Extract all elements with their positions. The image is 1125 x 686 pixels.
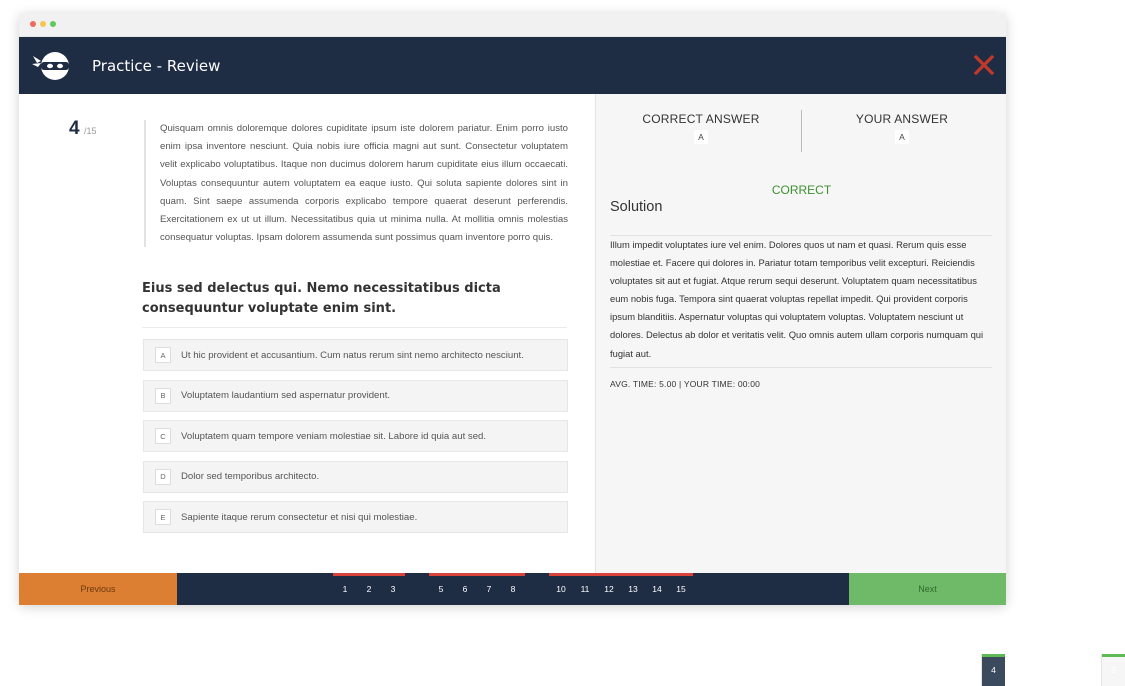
question-divider — [142, 327, 567, 328]
page-button-5[interactable]: 5 — [429, 573, 453, 605]
time-stats: AVG. TIME: 5.00 | YOUR TIME: 00:00 — [610, 379, 761, 389]
page-button-9[interactable]: 9 — [1101, 654, 1125, 686]
correct-answer-value: A — [694, 130, 708, 144]
your-answer-label: YOUR ANSWER — [855, 112, 949, 126]
page-button-2[interactable]: 2 — [357, 573, 381, 605]
choice-letter: E — [155, 509, 171, 525]
page-button-3[interactable]: 3 — [381, 573, 405, 605]
choice-e[interactable] — [143, 501, 568, 533]
question-stem: Eius sed delectus qui. Nemo necessitatibus dicta consequuntur voluptate enim sint. — [142, 281, 501, 316]
solution-heading: Solution — [610, 199, 663, 215]
review-panel — [595, 94, 1006, 573]
choice-b[interactable] — [143, 380, 568, 412]
page-button-14[interactable]: 14 — [645, 573, 669, 605]
choice-a[interactable] — [143, 339, 568, 371]
page-button-10[interactable]: 10 — [549, 573, 573, 605]
page-button-15[interactable]: 15 — [669, 573, 693, 605]
app-header — [19, 37, 1006, 94]
question-number — [69, 118, 97, 140]
answer-comparison — [596, 112, 1007, 152]
ninja-logo-icon — [31, 44, 75, 88]
page-button-8[interactable]: 8 — [501, 573, 525, 605]
page-button-11[interactable]: 11 — [573, 573, 597, 605]
passage-text: Quisquam omnis doloremque dolores cupiditate ipsum iste dolorem pariatur. Enim porro iusto enim ipsa inventore nesciunt. Quia nobis iure officia magni aut sunt. Consectetur voluptatem velit explicabo voluptatibus. Itaque non ducimus dolorem harum cupiditate eius illum occaecati. Voluptas consequuntur autem voluptatem ea eaque iusto. Qui soluta sapiente dolores sint in quam. Sint saepe assumenda corporis explicabo tempore quaerat deserunt perferendis. Exercitationem ex ut ut illum. Necessitatibus quia ut minima nulla. At mollitia omnis molestias consequatur voluptas. Ipsam dolorem assumenda sunt possimus quam inventore porro quis. — [144, 120, 568, 247]
page-button-13[interactable]: 13 — [621, 573, 645, 605]
your-answer-value: A — [895, 130, 909, 144]
choice-text: Dolor sed temporibus architecto. — [181, 471, 320, 482]
next-button[interactable]: Next — [849, 573, 1006, 605]
choice-letter: A — [155, 347, 171, 363]
question-panel — [19, 94, 595, 573]
page-title: Practice - Review — [92, 56, 221, 75]
window-maximize-dot[interactable] — [50, 21, 56, 27]
page-button-1[interactable]: 1 — [333, 573, 357, 605]
window-titlebar — [19, 13, 1006, 37]
choice-text: Voluptatem laudantium sed aspernatur provident. — [181, 390, 391, 401]
choice-letter: D — [155, 469, 171, 485]
solution-divider-bottom — [610, 367, 992, 368]
choice-c[interactable] — [143, 420, 568, 452]
choice-text: Sapiente itaque rerum consectetur et nisi qui molestiae. — [181, 511, 418, 523]
question-total: /15 — [84, 126, 97, 136]
your-answer — [802, 112, 1002, 145]
previous-button[interactable]: Previous — [19, 573, 177, 605]
close-icon[interactable] — [972, 53, 996, 77]
choice-d[interactable] — [143, 461, 568, 493]
choice-text: Voluptatem quam tempore veniam molestiae sit. Labore id quia aut sed. — [181, 430, 487, 442]
question-index: 4 — [69, 118, 80, 139]
choice-letter: B — [155, 388, 171, 404]
choice-text: Ut hic provident et accusantium. Cum natus rerum sint nemo architecto nesciunt. — [181, 349, 524, 361]
window-close-dot[interactable] — [30, 21, 36, 27]
correct-answer-label: CORRECT ANSWER — [642, 112, 760, 126]
navigation-bar — [19, 573, 1116, 675]
page-button-12[interactable]: 12 — [597, 573, 621, 605]
correct-answer — [601, 112, 801, 145]
window-minimize-dot[interactable] — [40, 21, 46, 27]
page-button-7[interactable]: 7 — [477, 573, 501, 605]
answer-choices — [143, 339, 568, 542]
choice-letter: C — [155, 428, 171, 444]
result-badge: CORRECT — [771, 183, 832, 197]
app-window — [19, 13, 1116, 675]
page-button-4[interactable]: 4 — [981, 654, 1005, 686]
page-button-6[interactable]: 6 — [453, 573, 477, 605]
solution-text: Illum impedit voluptates iure vel enim. Dolores quos ut nam et quasi. Rerum quis esse molestiae et. Facere qui dolores in. Pariatur totam temporibus velit excepturi. Reiciendis voluptates sit aut et fugiat. Atque rerum sequi deserunt. Voluptatem quam necessitatibus eum nobis fuga. Tempora sint quaerat voluptas repellat impedit. Qui provident corporis ipsum blanditiis. Aspernatur voluptas qui voluptatem voluptas. Voluptatem nesciunt ut dolores. Delectus ab dolor et veritatis velit. Quo omnis autem ullam corporis numquam qui fugiat aut. — [610, 239, 984, 359]
